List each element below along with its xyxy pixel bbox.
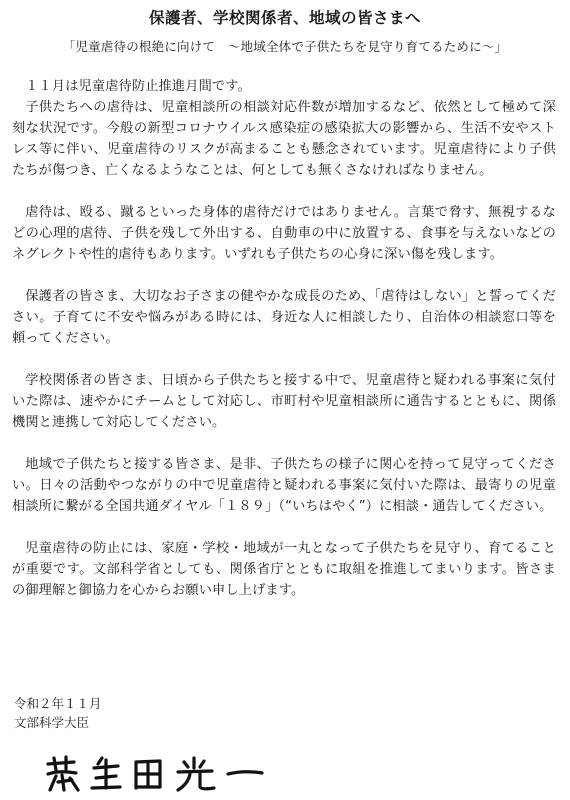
paragraph-gap <box>12 181 556 202</box>
paragraph-types-of-abuse: 虐待は、殴る、蹴るといった身体的虐待だけではありません。言葉で脅す、無視するなどの心理的虐待、子供を残して外出する、自動車の中に放置する、食事を与えないなどのネグレクトや性的虐待もあります。いずれも子供たちの心身に深い傷を残します。 <box>12 205 556 262</box>
paragraph-gap <box>12 517 556 538</box>
page-subtitle: 「児童虐待の根絶に向けて ～地域全体で子供たちを見守り育てるために～」 <box>62 39 508 54</box>
page-title: 保護者、学校関係者、地域の皆さまへ <box>148 9 421 27</box>
paragraph-closing: 児童虐待の防止には、家庭・学校・地域が一丸となって子供たちを見守り、育てることが重要です。文部科学省としても、関係省庁とともに取組を推進してまいります。皆さまの御理解と御協力を心からお願い申し上げます。 <box>12 541 556 598</box>
paragraph-gap <box>12 265 556 286</box>
paragraph-parents: 保護者の皆さま、大切なお子さまの健やかな成長のため、「虐待はしない」と誓ってください。子育てに不安や悩みがある時には、身近な人に相談したり、自治体の相談窓口等を頼ってください。 <box>12 289 556 346</box>
letter-date: 令和２年１１月 <box>14 696 102 711</box>
handwritten-signature <box>44 754 264 794</box>
author-title: 文部科学大臣 <box>14 715 90 730</box>
paragraph-school-staff: 学校関係者の皆さま、日頃から子供たちと接する中で、児童虐待と疑われる事案に気付いた際は、速やかにチームとして対応し、市町村や児童相談所に通告するとともに、関係機関と連携して対応してください。 <box>12 373 556 430</box>
closing-block <box>14 694 102 732</box>
paragraph-intro: １１月は児童虐待防止推進月間です。 <box>25 79 251 94</box>
paragraph-situation: 子供たちへの虐待は、児童相談所の相談対応件数が増加するなど、依然として極めて深刻な状況です。今般の新型コロナウイルス感染症の感染拡大の影響から、生活不安やストレス等に伴い、児童虐待のリスクが高まることも懸念されています。児童虐待により子供たちが傷つき、亡くなるようなことは、何としても無くさなければなりません。 <box>12 100 556 178</box>
paragraph-community: 地域で子供たちと接する皆さま、是非、子供たちの様子に関心を持って見守ってください。日々の活動やつながりの中で児童虐待と疑われる事案に気付いた際は、最寄りの児童相談所に繋がる全国共通ダイヤル「１８９」（“いちはやく”）に相談・通告してください。 <box>12 457 556 514</box>
paragraph-gap <box>12 433 556 454</box>
letter-body <box>12 76 556 601</box>
paragraph-gap <box>12 349 556 370</box>
